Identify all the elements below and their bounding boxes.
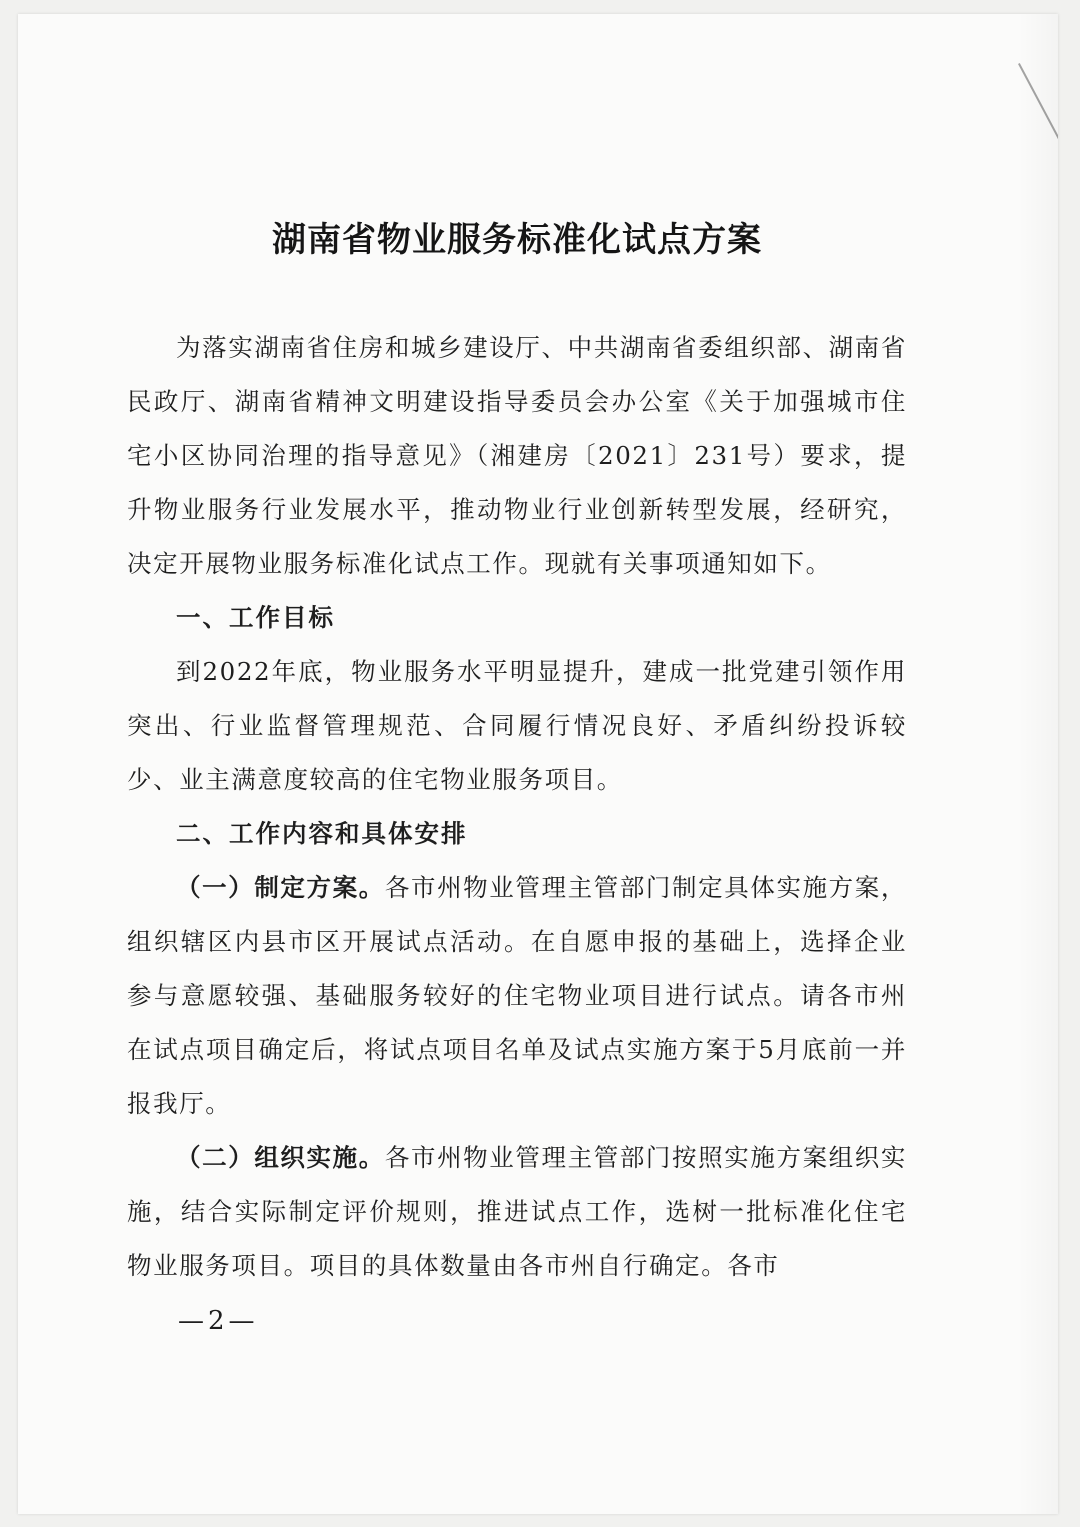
item-1-body: 各市州物业管理主管部门制定具体实施方案，组织辖区内县市区开展试点活动。在自愿申报的基础上，选择企业参与意愿较强、基础服务较好的住宅物业项目进行试点。请各市州在试点项目确定后，将试点项目名单及试点实施方案于5月底前一并报我厅。 — [127, 873, 907, 1118]
item-1-label: （一）制定方案。 — [176, 873, 385, 902]
document-title: 湖南省物业服务标准化试点方案 — [272, 220, 762, 260]
page-number: —2— — [178, 1306, 259, 1336]
intro-paragraph: 为落实湖南省住房和城乡建设厅、中共湖南省委组织部、湖南省民政厅、湖南省精神文明建设指导委员会办公室《关于加强城市住宅小区协同治理的指导意见》（湘建房〔2021〕231号）要求，提升物业服务行业发展水平，推动物业行业创新转型发展，经研究，决定开展物业服务标准化试点工作。现就有关事项通知如下。 — [127, 333, 907, 578]
paper-crease-mark — [1018, 63, 1058, 161]
goals-paragraph: 到2022年底，物业服务水平明显提升，建成一批党建引领作用突出、行业监督管理规范、合同履行情况良好、矛盾纠纷投诉较少、业主满意度较高的住宅物业服务项目。 — [127, 657, 907, 794]
item-2-label: （二）组织实施。 — [176, 1143, 385, 1172]
section-heading-goals: 一、工作目标 — [176, 603, 335, 632]
page-edge-shadow — [1018, 14, 1058, 1514]
item-2-paragraph — [127, 1131, 907, 1293]
item-1-paragraph — [127, 861, 907, 1131]
item-2-body: 各市州物业管理主管部门按照实施方案组织实施，结合实际制定评价规则，推进试点工作，选树一批标准化住宅物业服务项目。项目的具体数量由各市州自行确定。各市 — [127, 1143, 907, 1280]
section-heading-arrangements: 二、工作内容和具体安排 — [176, 819, 468, 848]
document-body — [127, 200, 907, 1293]
